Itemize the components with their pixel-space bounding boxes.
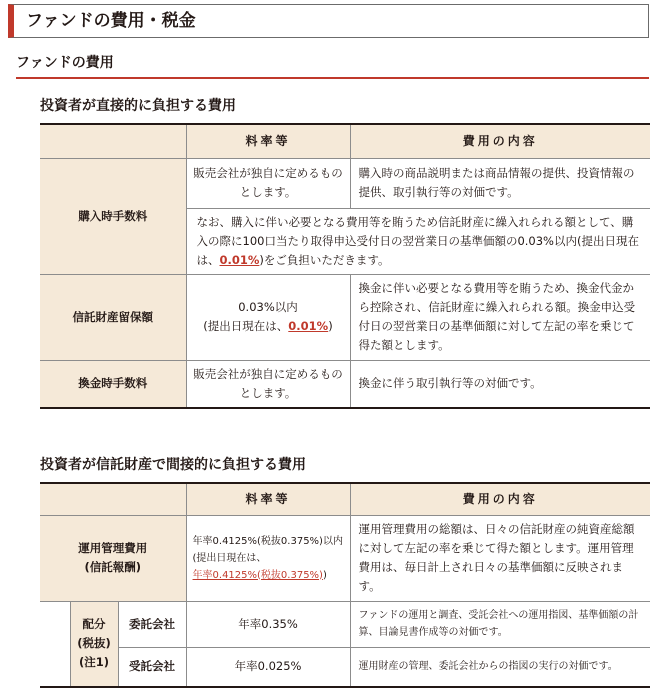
management-fee-content: 運用管理費用の総額は、日々の信託財産の純資産総額に対して左記の率を乗じて得た額とします。運用管理費用は、毎日計上され日々の基準価額に反映されます。 <box>350 515 650 601</box>
purchase-note-value: 0.01% <box>219 252 260 267</box>
header-corner <box>40 483 186 515</box>
retention-content: 換金に伴い必要となる費用等を賄うため、換金代金から控除され、信託財産に繰入れられる額。換金申込受付日の翌営業日の基準価額に対して左記の率を乗じて得た額とします。 <box>350 274 650 360</box>
allocation-rate-trustor: 年率0.35% <box>186 601 350 647</box>
table-row-management <box>40 515 650 601</box>
allocation-spacer <box>40 601 70 687</box>
header-content: 費用の内容 <box>350 124 650 158</box>
retention-rate-line: 0.03%以内 <box>238 300 298 314</box>
table-header-row <box>40 483 650 515</box>
management-rate-line2: (提出日現在は、 <box>192 552 267 564</box>
allocation-label-line1: 配分 <box>82 617 106 632</box>
allocation-rate-trustee: 年率0.025% <box>186 647 350 687</box>
header-content: 費用の内容 <box>350 483 650 515</box>
redemption-fee-content: 換金に伴う取引執行等の対価です。 <box>350 360 650 408</box>
allocation-label <box>70 601 118 687</box>
table-row-redemption <box>40 360 650 408</box>
allocation-name-trustee: 受託会社 <box>118 647 186 687</box>
retention-rate-value: 0.01% <box>288 319 329 333</box>
table-row-purchase <box>40 158 650 208</box>
header-rate: 料率等 <box>186 124 350 158</box>
indirect-cost-title: 投資者が信託財産で間接的に負担する費用 <box>40 457 306 473</box>
table-row-retention <box>40 274 650 360</box>
management-fee-label-line1: 運用管理費用 <box>78 541 148 555</box>
management-rate-value: 年率0.4125%(税抜0.375%) <box>192 569 323 581</box>
purchase-note-text-end: )をご負担いただきます。 <box>259 252 390 267</box>
management-fee-label <box>40 515 186 601</box>
management-rate-line1: 年率0.4125%(税抜0.375%)以内 <box>192 535 343 547</box>
table-header-row <box>40 124 650 158</box>
retention-rate-prefix: (提出日現在は、 <box>203 319 289 333</box>
indirect-cost-table <box>40 482 650 688</box>
table-row-allocation-trustor <box>40 601 650 647</box>
allocation-label-line3: (注1) <box>78 655 109 670</box>
header-rate: 料率等 <box>186 483 350 515</box>
management-rate-suffix: ) <box>322 569 327 581</box>
allocation-content-trustee: 運用財産の管理、委託会社からの指図の実行の対価です。 <box>350 647 650 687</box>
allocation-content-trustor: ファンドの運用と調査、受託会社への運用指図、基準価額の計算、目論見書作成等の対価です。 <box>350 601 650 647</box>
purchase-fee-content: 購入時の商品説明または商品情報の提供、投資情報の提供、取引執行等の対価です。 <box>350 158 650 208</box>
direct-cost-table <box>40 123 650 409</box>
management-fee-label-line2: (信託報酬) <box>84 560 142 574</box>
redemption-fee-label: 換金時手数料 <box>40 360 186 408</box>
retention-label: 信託財産留保額 <box>40 274 186 360</box>
retention-rate <box>186 274 350 360</box>
retention-rate-suffix: ) <box>328 319 333 333</box>
section-title: ファンドの費用 <box>16 53 649 79</box>
purchase-fee-label: 購入時手数料 <box>40 158 186 274</box>
purchase-note-text: なお、購入に伴い必要となる費用等を賄うため信託財産に繰入れられる額として、購入の際に100口当たり取得申込受付日の翌営業日の基準価額の0.03%以内(提出日現在は、 <box>196 214 639 267</box>
management-fee-rate <box>186 515 350 601</box>
page-title: ファンドの費用・税金 <box>8 4 649 38</box>
allocation-label-line2: (税抜) <box>77 636 111 651</box>
allocation-name-trustor: 委託会社 <box>118 601 186 647</box>
direct-cost-title: 投資者が直接的に負担する費用 <box>40 98 236 114</box>
table-row-allocation-trustee <box>40 647 650 687</box>
purchase-fee-rate: 販売会社が独自に定めるものとします。 <box>186 158 350 208</box>
header-corner <box>40 124 186 158</box>
redemption-fee-rate: 販売会社が独自に定めるものとします。 <box>186 360 350 408</box>
purchase-fee-note <box>186 208 650 274</box>
